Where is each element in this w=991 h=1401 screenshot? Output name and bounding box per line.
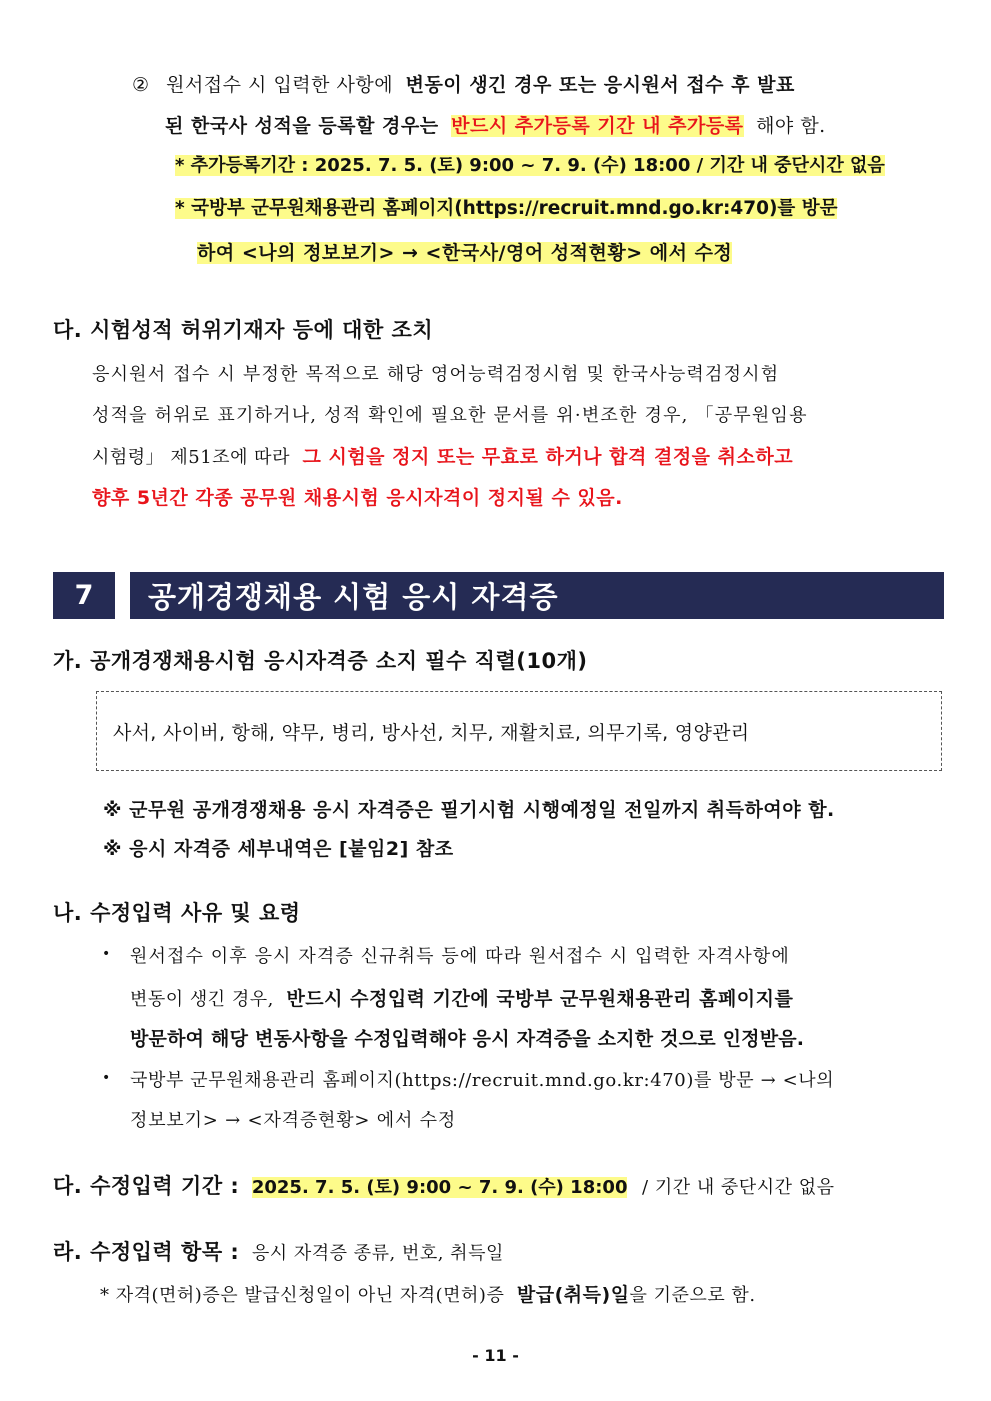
required-series-box: [96, 691, 942, 771]
item-2-text-red: 반드시 추가등록 기간 내 추가등록: [451, 115, 744, 137]
item-2-line-2: [165, 111, 826, 138]
modification-b1-line-2: 변동이 생긴 경우, 반드시 수정입력 기간에 국방부 군무원채용관리 홈페이지를: [130, 988, 794, 1010]
modification-b1-line-3: 방문하여 해당 변동사항을 수정입력해야 응시 자격증을 소지한 것으로 인정받음.: [130, 1028, 805, 1050]
item-2-marker: ②: [132, 74, 150, 96]
required-series-list: 사서, 사이버, 항해, 약무, 병리, 방사선, 치무, 재활치료, 의무기록, 영양관리: [113, 721, 750, 744]
item-2-note-1: * 추가등록기간 : 2025. 7. 5. (토) 9:00 ~ 7. 9. (수) 18:00 / 기간 내 중단시간 없음: [175, 155, 885, 176]
heading-required-certificates: 가. 공개경쟁채용시험 응시자격증 소지 필수 직렬(10개): [53, 649, 588, 673]
modification-items-note: * 자격(면허)증은 발급신청일이 아닌 자격(면허)증 발급(취득)일을 기준으로 함.: [100, 1284, 756, 1306]
item-2-text-bold-2: 된 한국사 성적을 등록할 경우는: [165, 115, 439, 137]
bullet-icon: •: [102, 946, 111, 962]
modification-period-tail: / 기간 내 중단시간 없음: [642, 1177, 835, 1198]
modification-b2-line-1: 국방부 군무원채용관리 홈페이지(https://recruit.mnd.go.kr:470)를 방문 → <나의: [130, 1070, 835, 1091]
certificate-note-1: ※ 군무원 공개경쟁채용 응시 자격증은 필기시험 시행예정일 전일까지 취득하여야 함.: [103, 799, 835, 821]
section-number: 7: [53, 572, 115, 619]
false-record-line-1: 응시원서 접수 시 부정한 목적으로 해당 영어능력검정시험 및 한국사능력검정시험: [92, 364, 780, 385]
item-2-line-1: [132, 70, 795, 97]
modification-period: 2025. 7. 5. (토) 9:00 ~ 7. 9. (수) 18:00: [251, 1177, 628, 1198]
modification-items-line: [53, 1236, 504, 1266]
modification-period-line: [53, 1170, 834, 1200]
modification-items: 응시 자격증 종류, 번호, 취득일: [251, 1243, 504, 1264]
false-record-penalty: 그 시험을 정지 또는 무효로 하거나 합격 결정을 취소하고: [302, 446, 794, 468]
false-record-line-2: 성적을 허위로 표기하거나, 성적 확인에 필요한 문서를 위·변조한 경우, 「공무원임용: [92, 405, 808, 426]
heading-false-record: 다. 시험성적 허위기재자 등에 대한 조치: [53, 318, 434, 342]
item-2-text-tail: 해야 함.: [756, 115, 826, 137]
item-2-note-2a: * 국방부 군무원채용관리 홈페이지(https://recruit.mnd.go.kr:470)를 방문: [175, 198, 838, 219]
heading-modification-items: 라. 수정입력 항목 :: [53, 1240, 240, 1264]
item-2-text-plain: 원서접수 시 입력한 사항에: [166, 74, 394, 96]
section-title: 공개경쟁채용 시험 응시 자격증: [130, 572, 944, 619]
heading-modification-reason: 나. 수정입력 사유 및 요령: [53, 901, 301, 925]
heading-modification-period: 다. 수정입력 기간 :: [53, 1174, 240, 1198]
item-2-text-bold: 변동이 생긴 경우 또는 응시원서 접수 후 발표: [405, 74, 795, 96]
bullet-icon: •: [102, 1070, 111, 1086]
certificate-note-2: ※ 응시 자격증 세부내역은 [붙임2] 참조: [103, 838, 454, 860]
page-number: - 11 -: [472, 1346, 519, 1365]
false-record-line-4: 향후 5년간 각종 공무원 채용시험 응시자격이 정지될 수 있음.: [92, 487, 623, 509]
modification-b2-line-2: 정보보기> → <자격증현황> 에서 수정: [130, 1110, 457, 1131]
modification-b1-line-1: 원서접수 이후 응시 자격증 신규취득 등에 따라 원서접수 시 입력한 자격사항에: [130, 946, 790, 967]
false-record-line-3: 시험령」 제51조에 따라 그 시험을 정지 또는 무효로 하거나 합격 결정을 취소하고: [92, 446, 794, 468]
item-2-note-2b: 하여 <나의 정보보기> → <한국사/영어 성적현황> 에서 수정: [197, 242, 733, 264]
